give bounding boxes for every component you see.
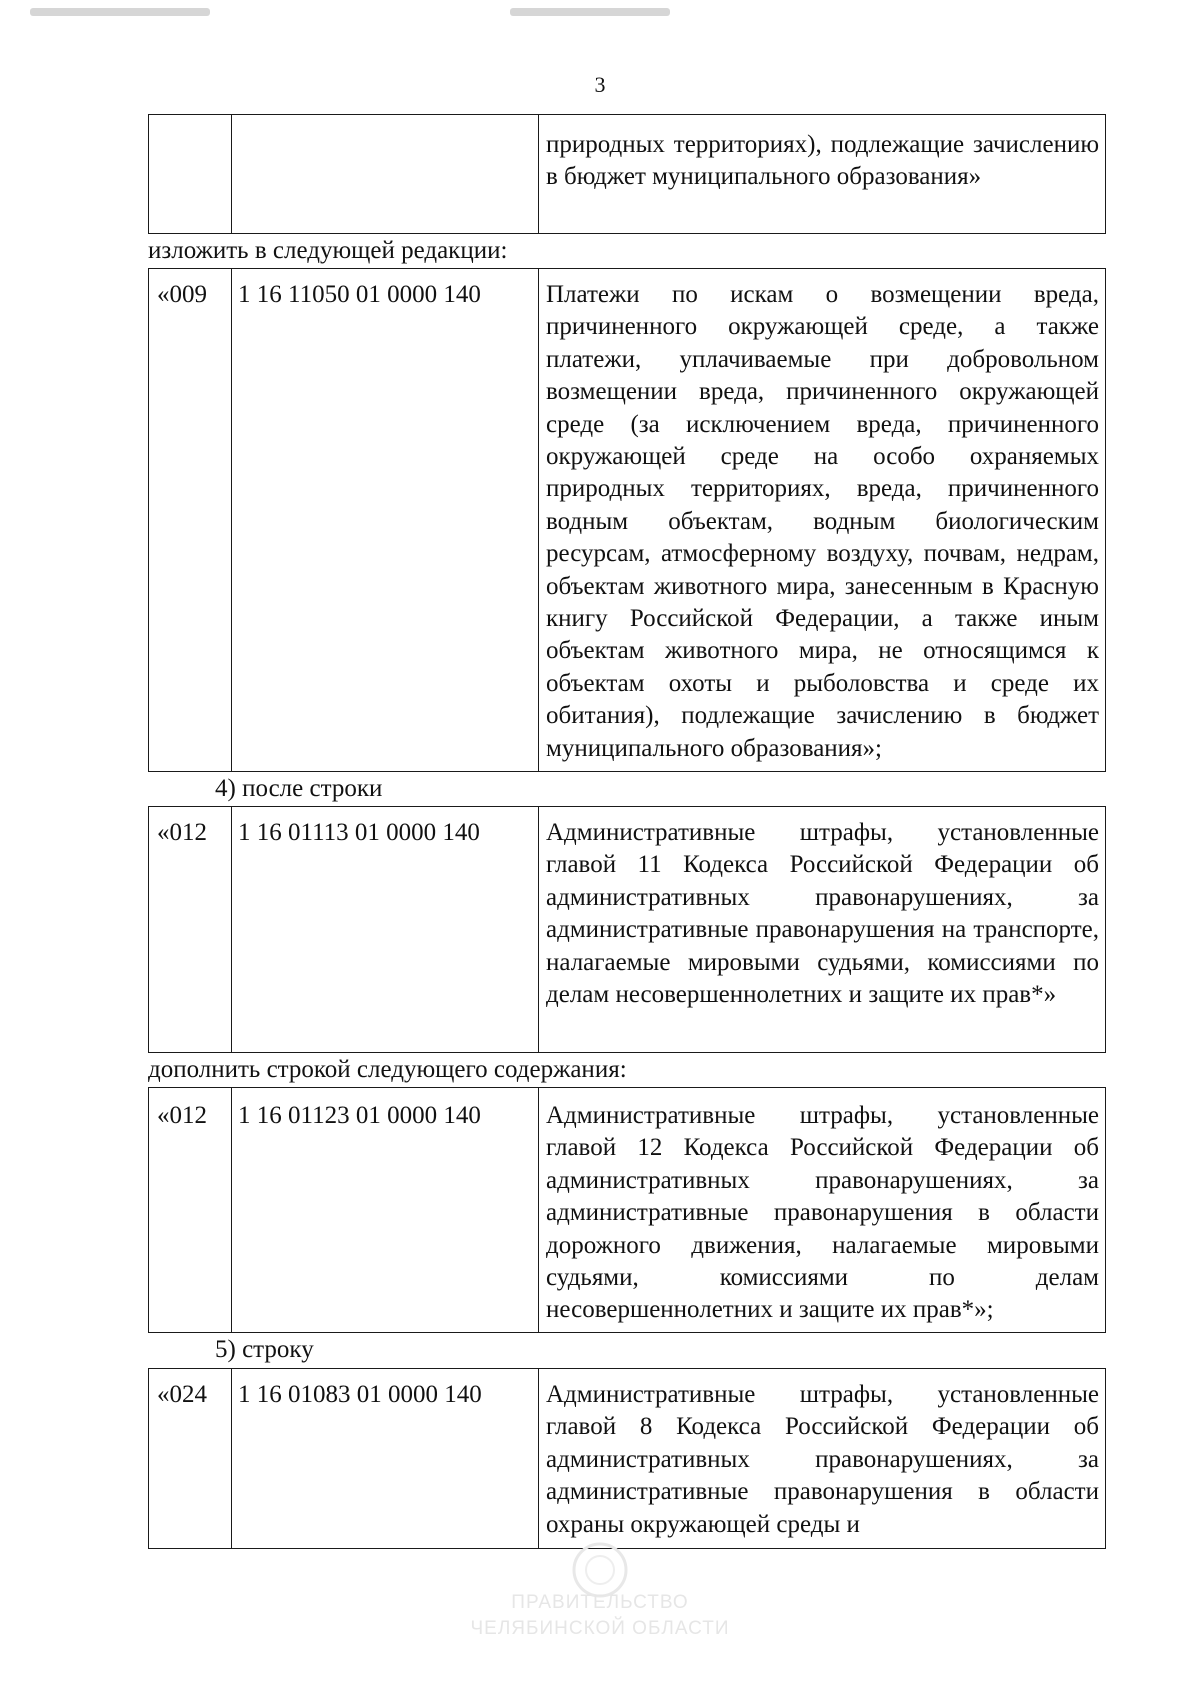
- kbk-cell: 1 16 11050 01 0000 140: [232, 269, 539, 772]
- description-text: Административные штрафы, установленные главой 8 Кодекса Российской Федерации об административных правонарушениях, за административные правонарушения в области охраны окружающей среды и: [546, 1381, 1099, 1538]
- description-cell: Административные штрафы, установленные главой 12 Кодекса Российской Федерации об административных правонарушениях, за административные правонарушения в области дорожного движения, налагаемые мировыми судьями, комиссиями по делам несовершеннолетних и защите их прав*»;: [539, 1088, 1106, 1333]
- table-row: [149, 807, 1106, 1053]
- scan-artifact-center: [510, 8, 670, 16]
- description-cell: природных территориях), подлежащие зачислению в бюджет муниципального образования»: [539, 115, 1106, 234]
- code-cell: «012: [149, 807, 232, 1053]
- description-cell: [539, 1369, 1106, 1549]
- table-row: [149, 115, 1106, 234]
- code-cell: «012: [149, 1088, 232, 1333]
- kbk-cell: 1 16 01123 01 0000 140: [232, 1088, 539, 1333]
- table-row-009: [148, 268, 1106, 772]
- code-cell: [149, 115, 232, 234]
- kbk-cell: [232, 115, 539, 234]
- table-continuation: [148, 114, 1106, 234]
- note-item-5: 5) строку: [215, 1336, 314, 1363]
- code-cell: «024: [149, 1369, 232, 1549]
- stamp-line-1: ПРАВИТЕЛЬСТВО: [511, 1592, 689, 1613]
- table-row: [149, 269, 1106, 772]
- stamp-line-2: ЧЕЛЯБИНСКОЙ ОБЛАСТИ: [470, 1618, 730, 1639]
- note-item-4: 4) после строки: [215, 775, 383, 802]
- seal-emblem-icon: [570, 1540, 630, 1600]
- table-row-012-01123: [148, 1087, 1106, 1333]
- description-cell: Административные штрафы, установленные главой 11 Кодекса Российской Федерации об административных правонарушениях, за административные правонарушения на транспорте, налагаемые мировыми судьями, комиссиями по делам несовершеннолетних и защите их прав*»: [539, 807, 1106, 1053]
- table-row: [149, 1369, 1106, 1549]
- note-supplement: дополнить строкой следующего содержания:: [148, 1056, 627, 1083]
- table-row: [149, 1088, 1106, 1333]
- description-cell: Платежи по искам о возмещении вреда, причиненного окружающей среде, а также платежи, уплачиваемые при добровольном возмещении вреда, причиненного окружающей среде (за исключением вреда, причиненного окружающей среде на особо охраняемых природных территориях, вреда, причиненного водным объектам, водным биологическим ресурсам, атмосферному воздуху, почвам, недрам, объектам животного мира, занесенным в Красную книгу Российской Федерации, а также иным объектам животного мира, не относящимся к объектам охоты и рыболовства и среде их обитания), подлежащие зачислению в бюджет муниципального образования»;: [539, 269, 1106, 772]
- table-row-012-01113: [148, 806, 1106, 1053]
- note-restate: изложить в следующей редакции:: [148, 237, 508, 264]
- code-cell: «009: [149, 269, 232, 772]
- table-row-024: [148, 1368, 1106, 1549]
- kbk-cell: 1 16 01113 01 0000 140: [232, 807, 539, 1053]
- page-number: 3: [594, 72, 606, 97]
- kbk-cell: 1 16 01083 01 0000 140: [232, 1369, 539, 1549]
- scan-artifact-left: [30, 8, 210, 16]
